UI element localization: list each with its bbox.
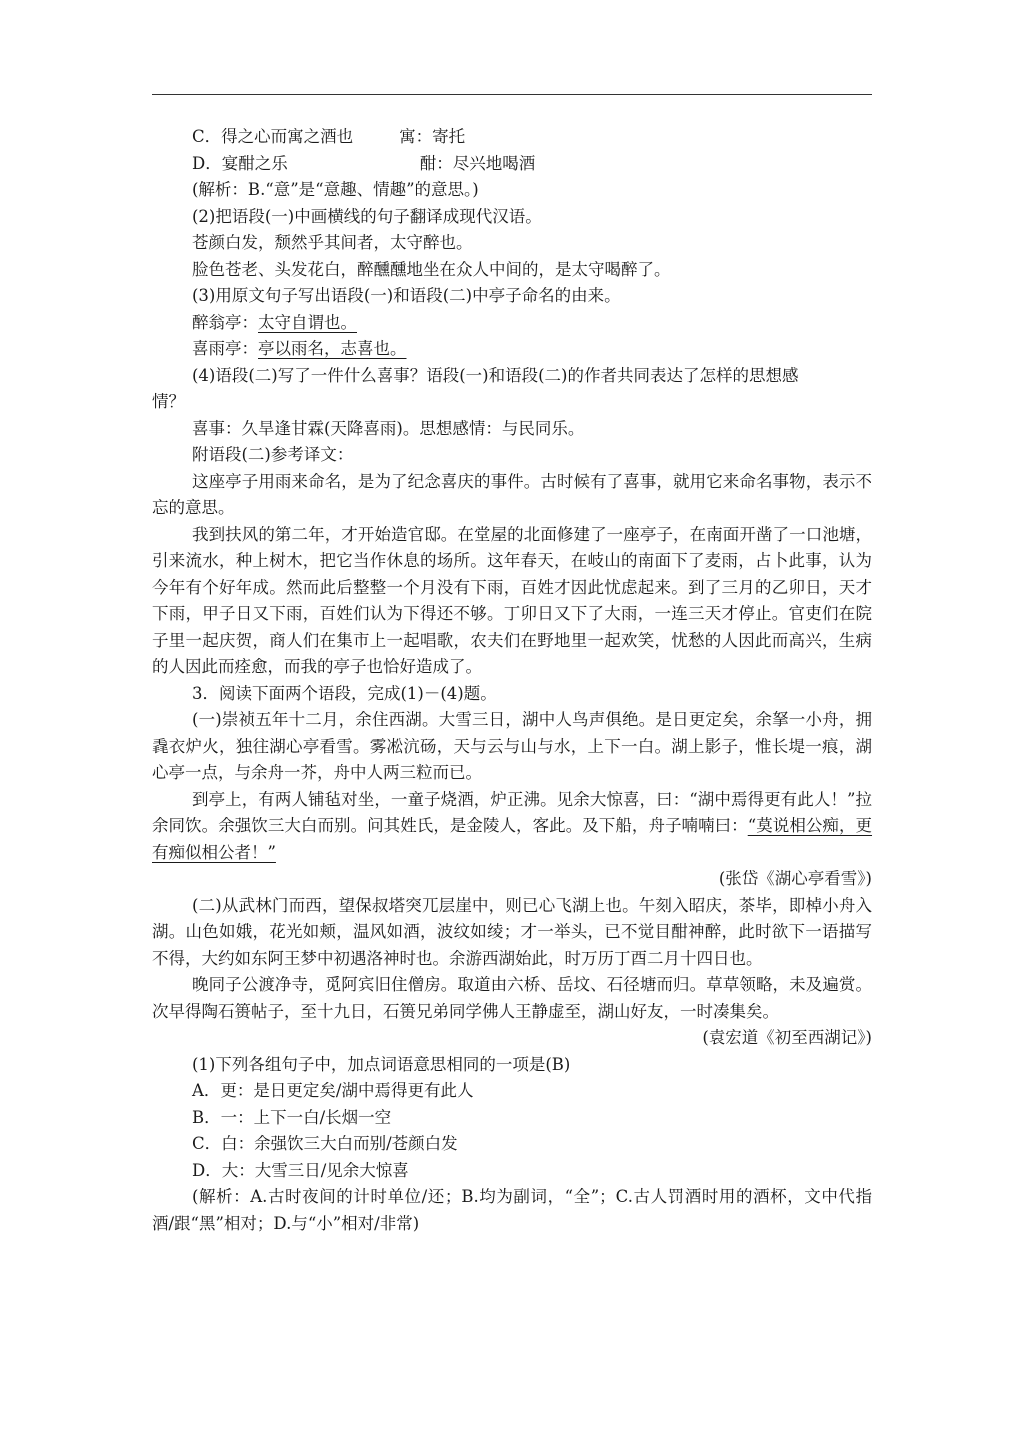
- source-2: (袁宏道《初至西湖记》): [702, 1028, 872, 1047]
- option-c2: C．白：余强饮三大白而别/苍颜白发: [192, 1134, 458, 1153]
- option-d2: D．大：大雪三日/见余大惊喜: [192, 1160, 409, 1180]
- analysis-1: (解析：B.“意”是“意趣、情趣”的意思。): [192, 180, 479, 199]
- xiyu-row: [172, 336, 872, 363]
- source-1: (张岱《湖心亭看雪》): [718, 869, 872, 888]
- xiyu-label: 喜雨亭：: [192, 339, 258, 358]
- zuiweng-label: 醉翁亭：: [192, 312, 258, 332]
- option-d-text: D．宴酣之乐: [192, 153, 288, 173]
- header-rule: [152, 94, 872, 95]
- question-2-source: 苍颜白发，颓然乎其间者，太守醉也。: [192, 233, 473, 252]
- passage-3: (二)从武林门而西，望保叔塔突兀层崖中，则已心飞湖上也。午刻入昭庆，茶毕，即棹小舟入湖。山色如娥，花光如颊，温风如酒，波纹如绫；才一举头，已不觉目酣神醉，此时欲下一语描写不得，大约如东阿王梦中初遇洛神时也。余游西湖始此，时万历丁酉二月十四日也。: [152, 895, 872, 968]
- option-a2: A．更：是日更定矣/湖中焉得更有此人: [192, 1081, 474, 1100]
- passage-4: 晚同子公渡净寺，觅阿宾旧住僧房。取道由六桥、岳坟、石径塘而归。草草领略，未及遍赏。次早得陶石篑帖子，至十九日，石篑兄弟同学佛人王静虚至，湖山好友，一时凑集矣。: [152, 975, 872, 1021]
- passage-2-text: 到亭上，有两人铺毡对坐，一童子烧酒，炉正沸。见余大惊喜，曰：“湖中焉得更有此人！”拉余同饮。余强饮三大白而别。问其姓氏，是金陵人，客此。及下船，舟子喃喃曰：: [152, 789, 872, 835]
- section-3-title: 3．阅读下面两个语段，完成(1)－(4)题。: [192, 683, 497, 703]
- question-4-line2: 情？: [152, 392, 185, 411]
- document-body: [152, 124, 873, 1237]
- xiyu-answer: 亭以雨名，志喜也。: [258, 339, 407, 358]
- question-4-line1: (4)语段(二)写了一件什么喜事？语段(一)和语段(二)的作者共同表达了怎样的思想感: [192, 365, 799, 385]
- question-1: (1)下列各组句子中，加点词语意思相同的一项是(B): [192, 1054, 571, 1074]
- zuiweng-answer: 太守自谓也。: [258, 312, 357, 332]
- option-c: [172, 124, 872, 151]
- analysis-2: (解析：A.古时夜间的计时单位/还；B.均为副词，“全”；C.古人罚酒时用的酒杯，文中代指酒/跟“黑”相对；D.与“小”相对/非常): [152, 1187, 872, 1233]
- translation-title: 附语段(二)参考译文：: [192, 445, 354, 464]
- option-b2: B．一：上下一白/长烟一空: [192, 1107, 392, 1127]
- translation-paragraph-1: 这座亭子用雨来命名，是为了纪念喜庆的事件。古时候有了喜事，就用它来命名事物，表示不忘的意思。: [152, 471, 872, 517]
- option-d-gloss: 酣：尽兴地喝酒: [419, 153, 536, 173]
- zuiweng-row: [172, 310, 872, 337]
- question-2-answer: 脸色苍老、头发花白，醉醺醺地坐在众人中间的，是太守喝醉了。: [192, 259, 671, 279]
- question-4-answer: 喜事：久旱逢甘霖(天降喜雨)。思想感情：与民同乐。: [192, 418, 585, 438]
- option-d: [172, 151, 872, 178]
- option-c-gloss: 寓：寄托: [399, 127, 466, 146]
- translation-paragraph-2: 我到扶风的第二年，才开始造官邸。在堂屋的北面修建了一座亭子，在南面开凿了一口池塘，引来流水，种上树木，把它当作休息的场所。这年春天，在岐山的南面下了麦雨，占卜此事，认为今年有个好年成。然而此后整整一个月没有下雨，百姓才因此忧虑起来。到了三月的乙卯日，天才下雨，甲子日又下雨，百姓们认为下得还不够。丁卯日又下了大雨，一连三天才停止。官吏们在院子里一起庆贺，商人们在集市上一起唱歌，农夫们在野地里一起欢笑，忧愁的人因此而高兴，生病的人因此而痊愈，而我的亭子也恰好造成了。: [152, 524, 872, 676]
- question-3: (3)用原文句子写出语段(一)和语段(二)中亭子命名的由来。: [192, 286, 621, 305]
- option-c-text: C．得之心而寓之酒也: [192, 127, 354, 146]
- question-2: (2)把语段(一)中画横线的句子翻译成现代汉语。: [192, 206, 542, 226]
- passage-2: [152, 787, 872, 867]
- passage-2-underlined: “莫说相公痴，更有痴似相公者！”: [152, 816, 873, 862]
- passage-1: (一)崇祯五年十二月，余住西湖。大雪三日，湖中人鸟声俱绝。是日更定矣，余拏一小舟，拥毳衣炉火，独往湖心亭看雪。雾凇沆砀，天与云与山与水，上下一白。湖上影子，惟长堤一痕，湖心亭一点，与余舟一芥，舟中人两三粒而已。: [152, 710, 872, 782]
